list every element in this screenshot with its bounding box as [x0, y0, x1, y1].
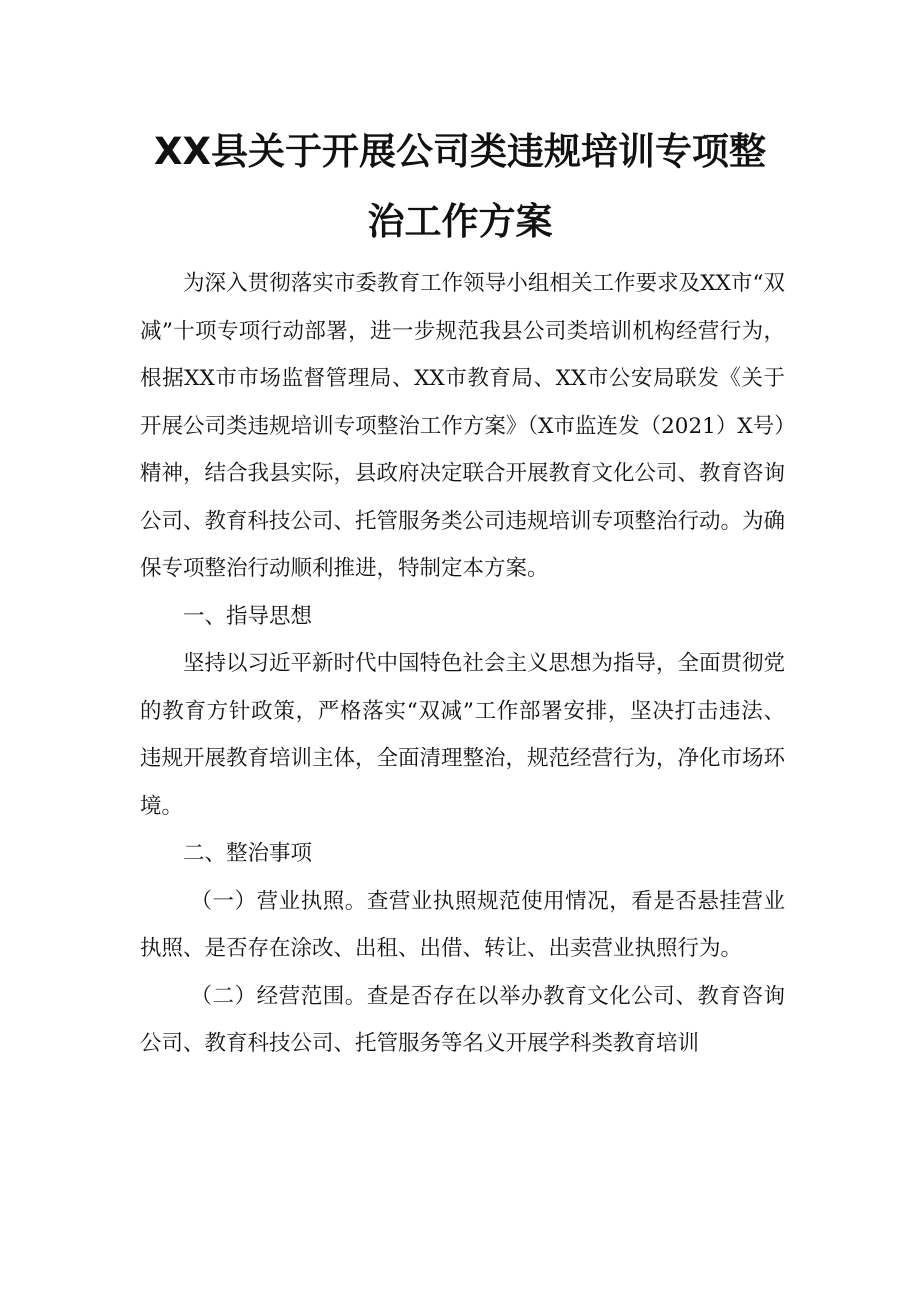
item-business-license-paragraph: （一）营业执照。查营业执照规范使用情况，看是否悬挂营业执照、是否存在涂改、出租、出借、转让、出卖营业执照行为。 [140, 888, 785, 961]
item-business-scope-paragraph: （二）经营范围。查是否存在以举办教育文化公司、教育咨询公司、教育科技公司、托管服务等名义开展学科类教育培训 [140, 983, 785, 1056]
section-heading-rectification-items: 二、整治事项 [183, 841, 313, 866]
document-title-line-2: 治工作方案 [367, 200, 553, 243]
section-heading-guiding-ideology: 一、指导思想 [183, 603, 313, 629]
document-title-line-1: XX县关于开展公司类违规培训专项整 [153, 130, 767, 173]
guiding-ideology-paragraph: 坚持以习近平新时代中国特色社会主义思想为指导，全面贯彻党的教育方针政策，严格落实“双减”工作部署安排，坚决打击违法、违规开展教育培训主体，全面清理整治，规范经营行为，净化市场环境。 [140, 651, 786, 819]
intro-paragraph: 为深入贯彻落实市委教育工作领导小组相关工作要求及XX市“双减”十项专项行动部署，进一步规范我县公司类培训机构经营行为，根据XX市市场监督管理局、XX市教育局、XX市公安局联发《关于开展公司类违规培训专项整治工作方案》（X市监连发（2021）X号）精神，结合我县实际，县政府决定联合开展教育文化公司、教育咨询公司、教育科技公司、托管服务类公司违规培训专项整治行动。为确保专项整治行动顺利推进，特制定本方案。 [140, 271, 786, 581]
document-body [140, 260, 785, 1068]
